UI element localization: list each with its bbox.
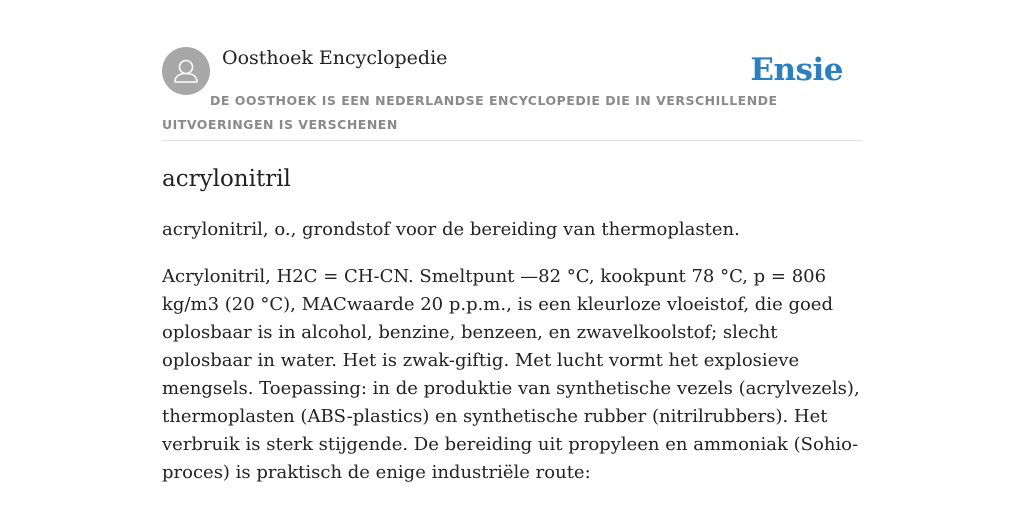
- source-header: [162, 44, 862, 141]
- user-outline-icon: [162, 47, 210, 95]
- article-title: acrylonitril: [162, 166, 291, 192]
- source-avatar[interactable]: [162, 47, 210, 95]
- article-body: [162, 216, 862, 506]
- ensie-logo[interactable]: Ensie: [750, 52, 843, 88]
- source-title[interactable]: Oosthoek Encyclopedie: [222, 47, 448, 69]
- source-description: DE OOSTHOEK IS EEN NEDERLANDSE ENCYCLOPEDIE DIE IN VERSCHILLENDE UITVOERINGEN IS VERSCHENEN: [162, 93, 778, 132]
- article-paragraph: acrylonitril, o., grondstof voor de bereiding van thermoplasten.: [162, 219, 740, 240]
- article-paragraph: Acrylonitril, H2C = CH-CN. Smeltpunt —82 °C, kookpunt 78 °C, p = 806 kg/m3 (20 °C), MACwaarde 20 p.p.m., is een kleurloze vloeistof, die goed oplosbaar is in alcohol, benzine, benzeen, en zwavelkoolstof; slecht oplosbaar in water. Het is zwak-giftig. Met lucht vormt het explosieve mengsels. Toepassing: in de produktie van synthetische vezels (acrylvezels), thermoplasten (ABS-plastics) en synthetische rubber (nitrilrubbers). Het verbruik is sterk stijgende. De bereiding uit propyleen en ammoniak (Sohio-proces) is praktisch de enige industriële route:: [162, 266, 860, 483]
